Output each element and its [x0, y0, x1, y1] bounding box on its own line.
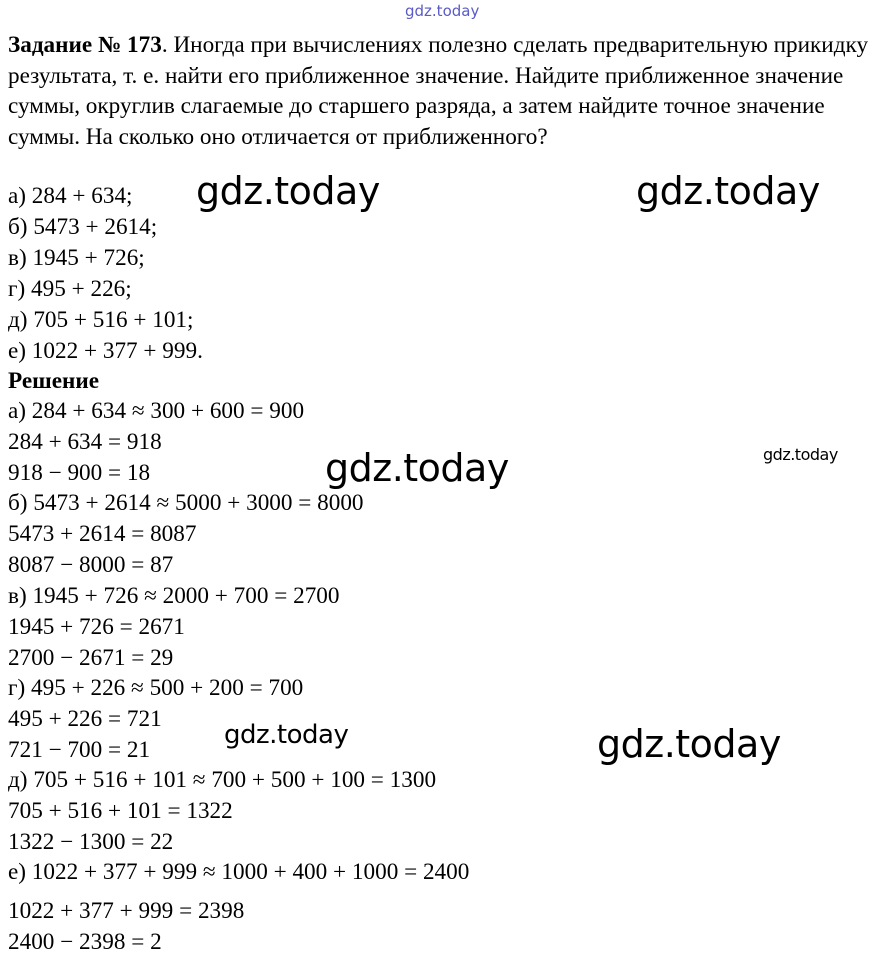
- watermark: gdz.today: [597, 722, 781, 766]
- watermark: gdz.today: [325, 446, 509, 490]
- task-item: г) 495 + 226;: [8, 276, 132, 302]
- task-title: Задание № 173: [8, 32, 162, 58]
- solution-line: в) 1945 + 726 ≈ 2000 + 700 = 2700: [8, 583, 340, 609]
- solution-line: 2400 − 2398 = 2: [8, 929, 162, 955]
- task-text: . Иногда при вычислениях полезно сделать предварительную прикидку результата, т. е. найти его приближенное значение. Найдите приближенное значение суммы, округлив слагаемые до старшего разряда, а затем найдите точное значение суммы. На сколько оно отличается от приближенного?: [8, 32, 869, 150]
- task-item: в) 1945 + 726;: [8, 245, 145, 271]
- watermark: gdz.today: [636, 169, 820, 213]
- watermark: gdz.today: [196, 169, 380, 213]
- task-item: д) 705 + 516 + 101;: [8, 307, 194, 333]
- solution-line: б) 5473 + 2614 ≈ 5000 + 3000 = 8000: [8, 490, 364, 516]
- task-item: б) 5473 + 2614;: [8, 214, 158, 240]
- solution-line: 1945 + 726 = 2671: [8, 614, 185, 640]
- watermark: gdz.today: [224, 720, 349, 750]
- solution-line: 1022 + 377 + 999 = 2398: [8, 898, 245, 924]
- solution-line: 918 − 900 = 18: [8, 460, 151, 486]
- solution-line: 284 + 634 = 918: [8, 429, 162, 455]
- solution-line: 1322 − 1300 = 22: [8, 829, 174, 855]
- solution-line: 705 + 516 + 101 = 1322: [8, 798, 233, 824]
- solution-line: 495 + 226 = 721: [8, 706, 162, 732]
- solution-title: Решение: [8, 368, 100, 394]
- solution-line: 2700 − 2671 = 29: [8, 645, 174, 671]
- solution-line: 721 − 700 = 21: [8, 737, 151, 763]
- solution-line: д) 705 + 516 + 101 ≈ 700 + 500 + 100 = 1300: [8, 767, 437, 793]
- solution-line: е) 1022 + 377 + 999 ≈ 1000 + 400 + 1000 = 2400: [8, 859, 470, 885]
- site-watermark-top: gdz.today: [405, 2, 480, 20]
- solution-line: 5473 + 2614 = 8087: [8, 521, 197, 547]
- solution-line: г) 495 + 226 ≈ 500 + 200 = 700: [8, 675, 304, 701]
- task-statement: [8, 30, 888, 152]
- task-item: а) 284 + 634;: [8, 183, 133, 209]
- solution-line: 8087 − 8000 = 87: [8, 552, 174, 578]
- watermark: gdz.today: [763, 445, 838, 464]
- solution-line: а) 284 + 634 ≈ 300 + 600 = 900: [8, 398, 305, 424]
- task-item: е) 1022 + 377 + 999.: [8, 338, 203, 364]
